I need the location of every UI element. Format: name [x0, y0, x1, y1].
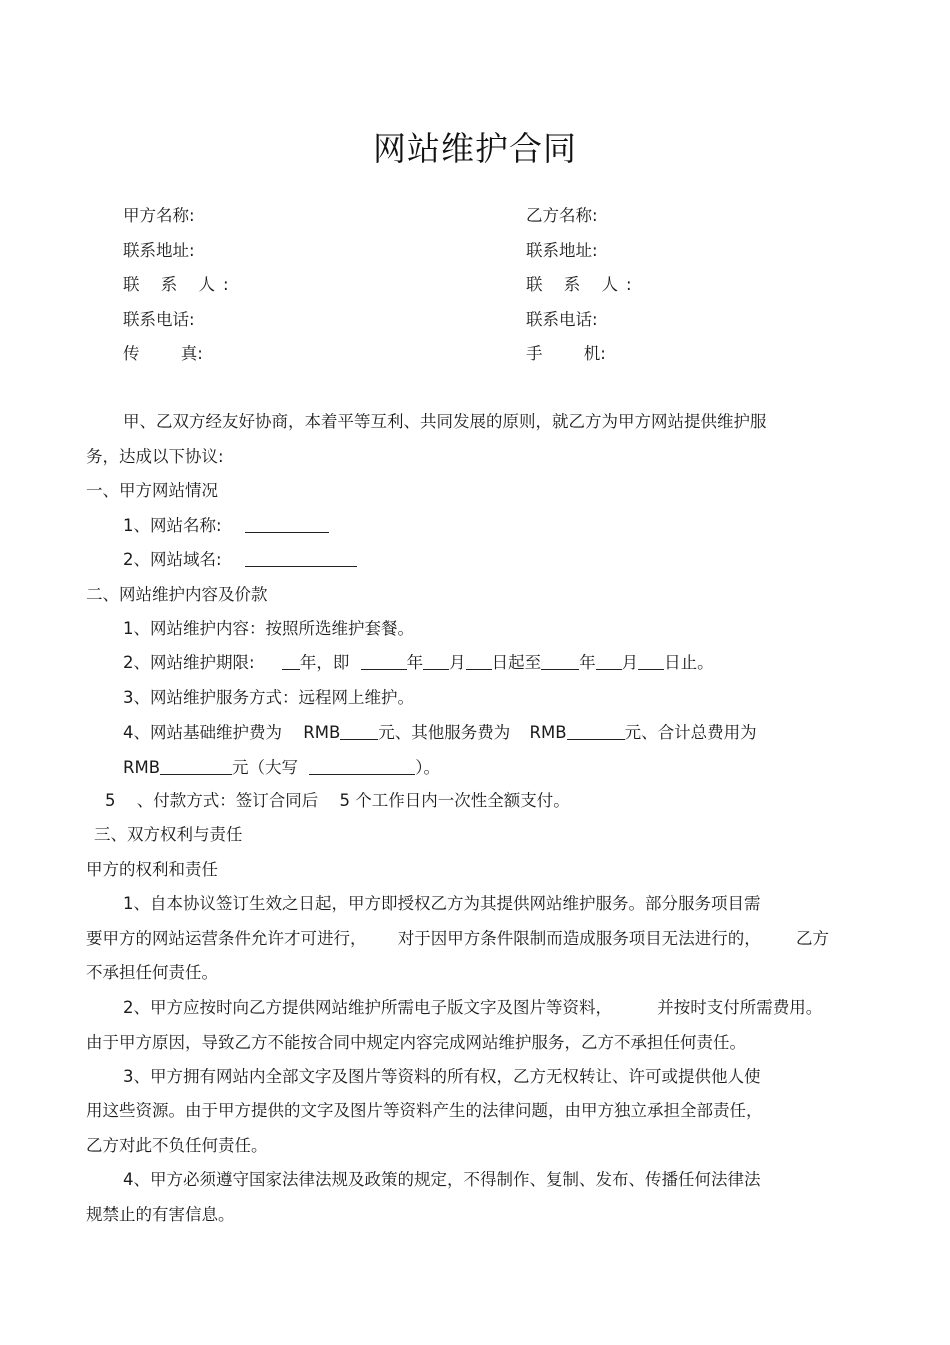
clause-3-line-2: 用这些资源。由于甲方提供的文字及图片等资料产生的法律问题，由甲方独立承担全部责任， [86, 1101, 763, 1120]
clause-4-line-1: 4、甲方必须遵守国家法律法规及政策的规定，不得制作、复制、发布、传播任何法律法 [123, 1170, 761, 1189]
period-year-unit: 年，即 [299, 653, 350, 672]
payment-method-row [105, 790, 570, 812]
end-month-unit: 月 [621, 653, 639, 672]
party-a-info [123, 205, 237, 378]
clause-1-line-2 [86, 928, 829, 950]
party-a-rights-heading: 甲方的权利和责任 [86, 860, 218, 879]
section-2-heading: 二、网站维护内容及价款 [86, 585, 268, 604]
start-month-blank [423, 652, 449, 670]
end-year-blank [541, 652, 579, 670]
maintenance-method: 3、网站维护服务方式：远程网上维护。 [123, 688, 414, 707]
party-a-contact-label: 联 系 人: [123, 275, 237, 294]
base-fee-blank [340, 722, 378, 740]
start-day-blank [466, 652, 492, 670]
clause-2-line-1-a: 2、甲方应按时向乙方提供网站维护所需电子版文字及图片等资料， [123, 998, 612, 1017]
total-fee-close: ）。 [415, 758, 441, 777]
fee-row-2 [123, 757, 440, 779]
total-fee-blank [160, 757, 232, 775]
site-domain-label: 2、网站域名: [123, 550, 222, 569]
clause-2-line-1-b: 并按时支付所需费用。 [657, 998, 823, 1017]
party-a-name-label: 甲方名称: [123, 206, 195, 225]
period-years-blank [282, 652, 300, 670]
other-fee-label: 元、其他服务费为 [378, 723, 511, 742]
party-b-phone-label: 联系电话: [526, 309, 598, 329]
end-day-blank [638, 652, 664, 670]
end-day-unit: 日止。 [664, 653, 714, 672]
clause-2-line-2: 由于甲方原因，导致乙方不能按合同中规定内容完成网站维护服务，乙方不承担任何责任。 [86, 1033, 746, 1052]
fee-row-1 [123, 722, 757, 744]
site-domain-row [123, 549, 357, 571]
party-b-name-label: 乙方名称: [526, 206, 598, 225]
site-domain-blank [245, 549, 357, 567]
maintenance-period-row [123, 652, 714, 674]
section-1-heading: 一、甲方网站情况 [86, 481, 218, 500]
intro-line-2: 务，达成以下协议: [86, 447, 224, 466]
clause-3-line-1: 3、甲方拥有网站内全部文字及图片等资料的所有权，乙方无权转让、许可或提供他人使 [123, 1067, 761, 1086]
party-a-fax-label: 传 真: [123, 344, 203, 363]
payment-days-number: 5 [339, 791, 350, 810]
total-fee-caps-blank [309, 757, 415, 775]
party-b-mobile-label: 手 机: [526, 344, 606, 363]
base-fee-currency: RMB [303, 723, 341, 742]
party-b-address-label: 联系地址: [526, 240, 598, 260]
site-name-blank [245, 515, 329, 533]
end-year-unit: 年 [579, 653, 596, 672]
clause-4-line-2: 规禁止的有害信息。 [86, 1205, 235, 1224]
clause-2-line-1 [123, 997, 822, 1019]
section-3-heading: 三、双方权利与责任 [94, 825, 243, 844]
clause-1-line-1: 1、自本协议签订生效之日起，甲方即授权乙方为其提供网站维护服务。部分服务项目需 [123, 894, 761, 913]
other-fee-blank [567, 722, 625, 740]
intro-line-1: 甲、乙双方经友好协商，本着平等互利、共同发展的原则，就乙方为甲方网站提供维护服 [123, 412, 767, 431]
document-title: 网站维护合同 [373, 129, 577, 168]
site-name-row [123, 515, 329, 537]
party-a-address-label: 联系地址: [123, 240, 195, 260]
site-name-label: 1、网站名称: [123, 516, 222, 535]
clause-1-line-2-a: 要甲方的网站运营条件允许才可进行， [86, 929, 367, 948]
party-b-contact-label: 联 系 人: [526, 275, 640, 294]
other-fee-currency: RMB [529, 723, 567, 742]
payment-text-1: 、付款方式：签订合同后 [136, 791, 319, 810]
fee-label: 4、网站基础维护费为 [123, 723, 282, 742]
party-b-info [526, 205, 640, 378]
start-day-unit: 日起至 [491, 653, 542, 672]
clause-1-line-2-b: 对于因甲方条件限制而造成服务项目无法进行的， [397, 929, 761, 948]
start-month-unit: 月 [449, 653, 466, 672]
clause-1-line-3: 不承担任何责任。 [86, 963, 218, 982]
party-a-phone-label: 联系电话: [123, 309, 195, 329]
maintenance-content: 1、网站维护内容：按照所选维护套餐。 [123, 619, 414, 638]
total-fee-label: 元、合计总费用为 [624, 723, 757, 742]
payment-text-2: 个工作日内一次性全额支付。 [355, 791, 570, 810]
end-month-blank [596, 652, 622, 670]
total-fee-currency: RMB [123, 758, 161, 777]
start-year-blank [361, 652, 407, 670]
clause-3-line-3: 乙方对此不负任何责任。 [86, 1136, 268, 1155]
period-label: 2、网站维护期限: [123, 653, 255, 672]
total-fee-caps-label: 元（大写 [232, 758, 299, 777]
start-year-unit: 年 [406, 653, 424, 672]
payment-item-number: 5 [105, 791, 116, 810]
clause-1-line-2-c: 乙方 [796, 929, 829, 948]
